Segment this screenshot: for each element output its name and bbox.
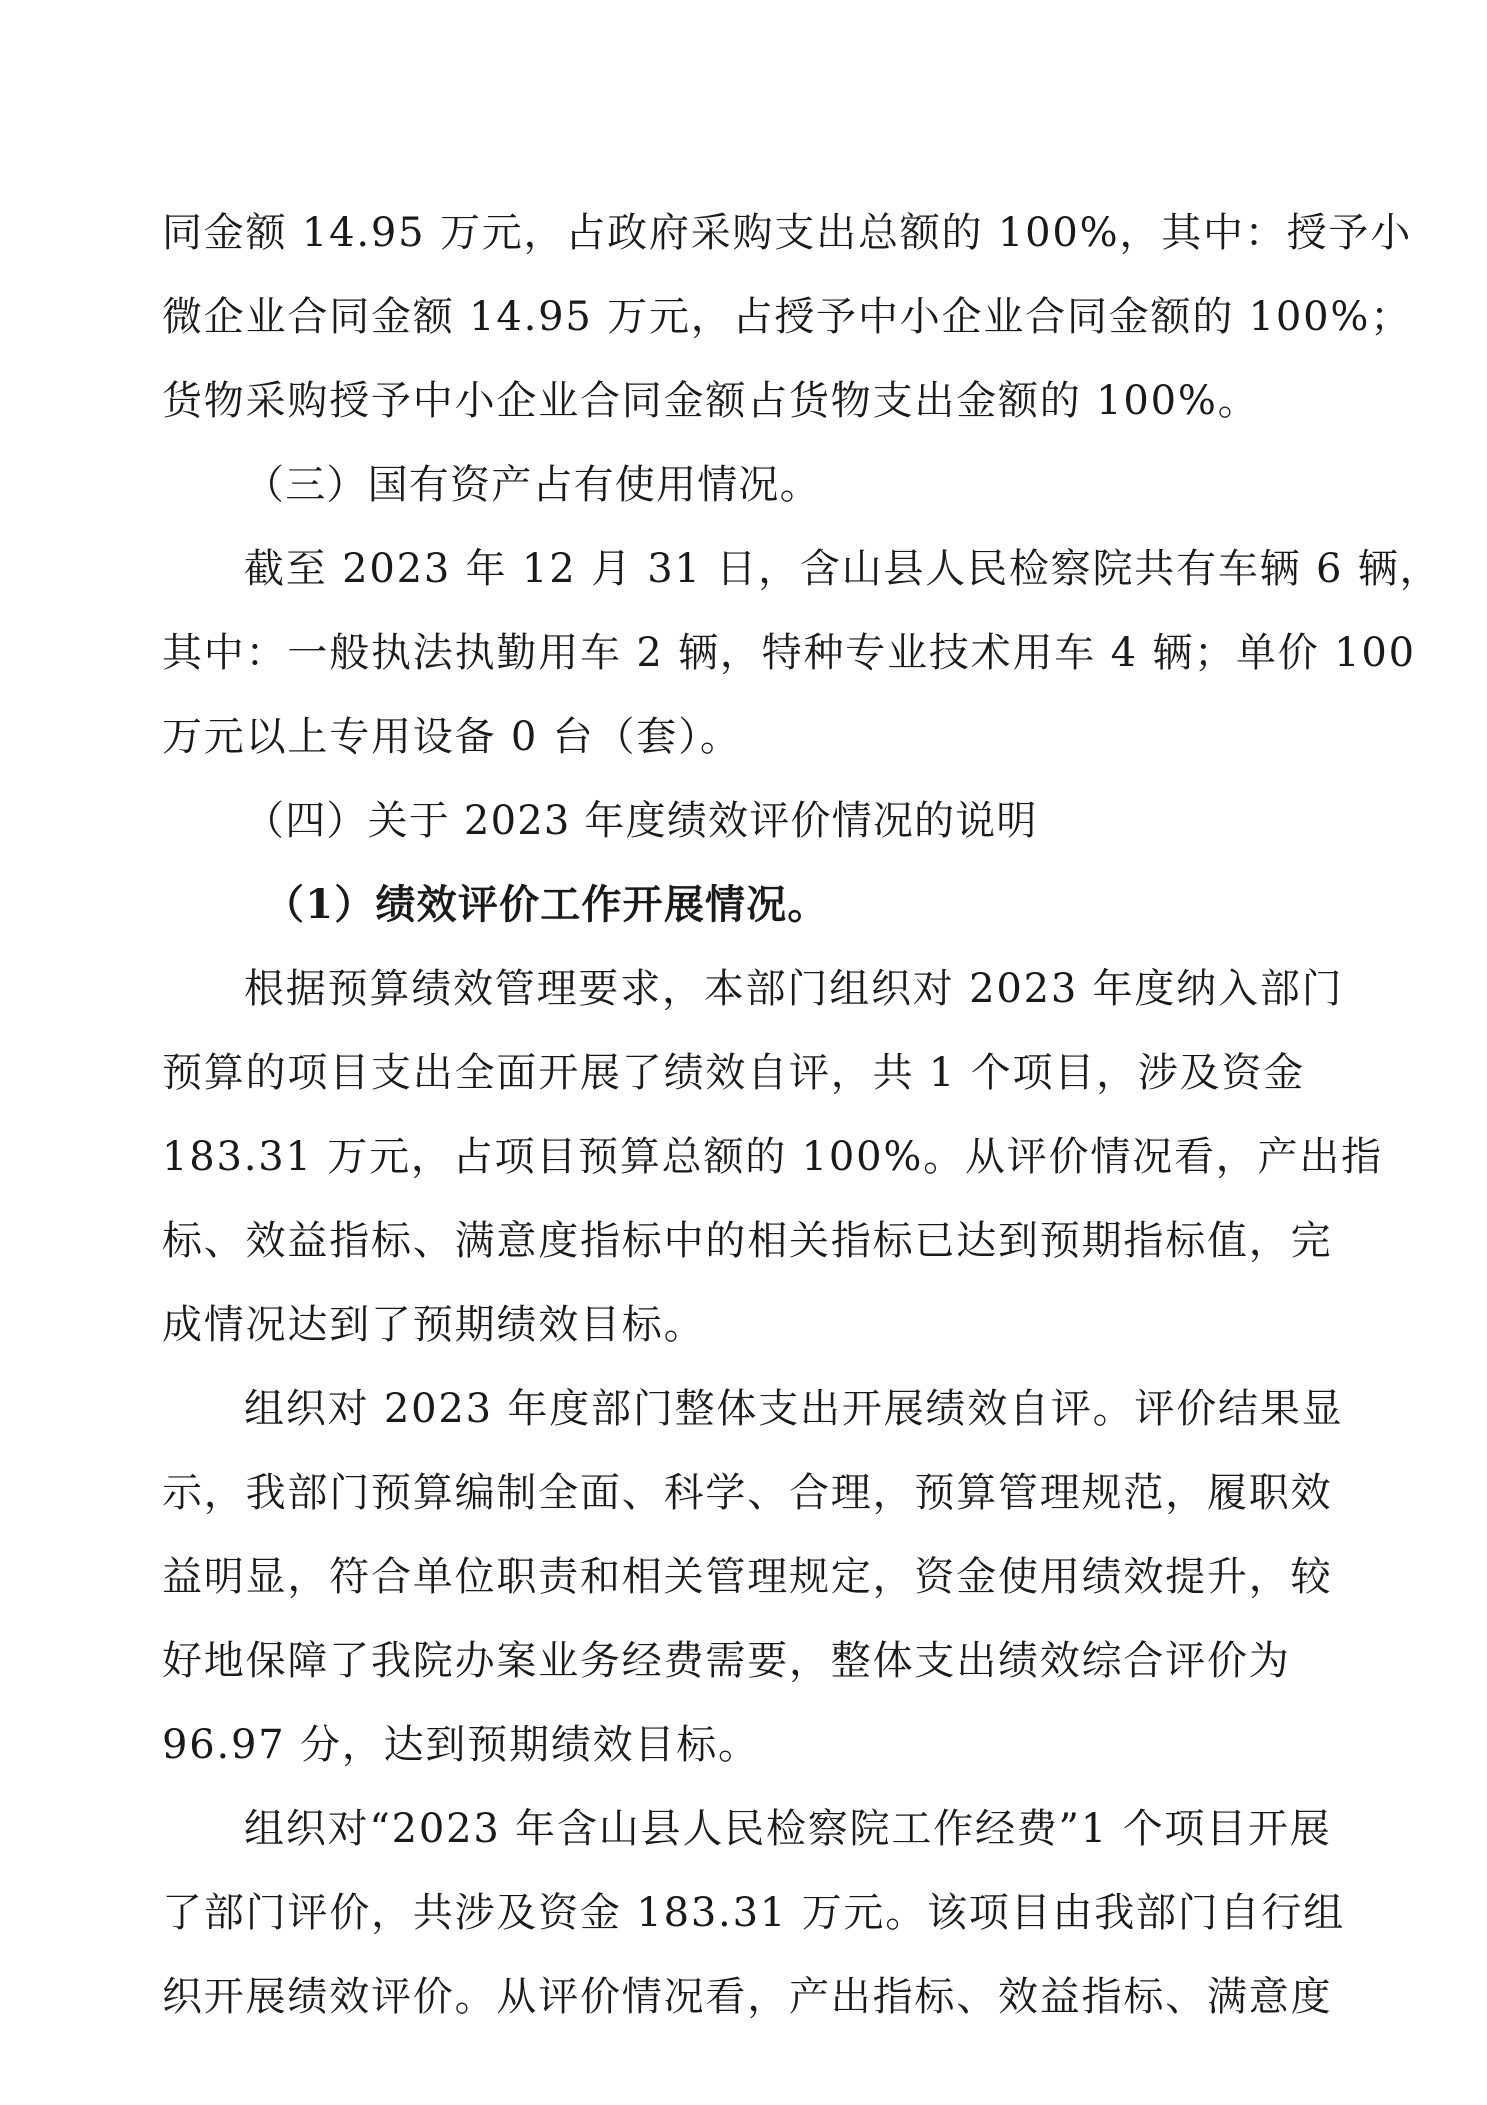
text-line: 183.31 万元，占项目预算总额的 100%。从评价情况看，产出指 xyxy=(162,1134,1383,1180)
text-line: 织开展绩效评价。从评价情况看，产出指标、效益指标、满意度 xyxy=(162,1974,1333,2020)
text-line: 96.97 分，达到预期绩效目标。 xyxy=(162,1722,760,1768)
text-line: 万元以上专用设备 0 台（套）。 xyxy=(162,714,742,760)
text-line: 标、效益指标、满意度指标中的相关指标已达到预期指标值，完 xyxy=(162,1218,1333,1264)
text-line: 截至 2023 年 12 月 31 日，含山县人民检察院共有车辆 6 辆， xyxy=(244,546,1442,592)
text-line: 好地保障了我院办案业务经费需要，整体支出绩效综合评价为 xyxy=(162,1638,1291,1684)
section-heading: （三）国有资产占有使用情况。 xyxy=(244,462,821,508)
text-line: 货物采购授予中小企业合同金额占货物支出金额的 100%。 xyxy=(162,378,1260,424)
text-line: 同金额 14.95 万元，占政府采购支出总额的 100%，其中：授予小 xyxy=(162,210,1413,256)
subsection-heading: （1）绩效评价工作开展情况。 xyxy=(264,881,829,928)
text-line: 微企业合同金额 14.95 万元，占授予中小企业合同金额的 100%； xyxy=(162,294,1413,340)
text-line: 其中：一般执法执勤用车 2 辆，特种专业技术用车 4 辆；单价 100 xyxy=(162,630,1416,676)
text-line: 成情况达到了预期绩效目标。 xyxy=(162,1302,706,1348)
text-line: 益明显，符合单位职责和相关管理规定，资金使用绩效提升，较 xyxy=(162,1554,1333,1600)
text-line: 示，我部门预算编制全面、科学、合理，预算管理规范，履职效 xyxy=(162,1470,1333,1516)
text-line: 组织对“2023 年含山县人民检察院工作经费”1 个项目开展 xyxy=(244,1806,1332,1852)
text-line: 组织对 2023 年度部门整体支出开展绩效自评。评价结果显 xyxy=(244,1386,1344,1432)
text-line: 根据预算绩效管理要求，本部门组织对 2023 年度纳入部门 xyxy=(244,966,1344,1012)
text-line: 预算的项目支出全面开展了绩效自评，共 1 个项目，涉及资金 xyxy=(162,1050,1306,1096)
text-line: 了部门评价，共涉及资金 183.31 万元。该项目由我部门自行组 xyxy=(162,1890,1345,1936)
section-heading: （四）关于 2023 年度绩效评价情况的说明 xyxy=(244,798,1038,844)
